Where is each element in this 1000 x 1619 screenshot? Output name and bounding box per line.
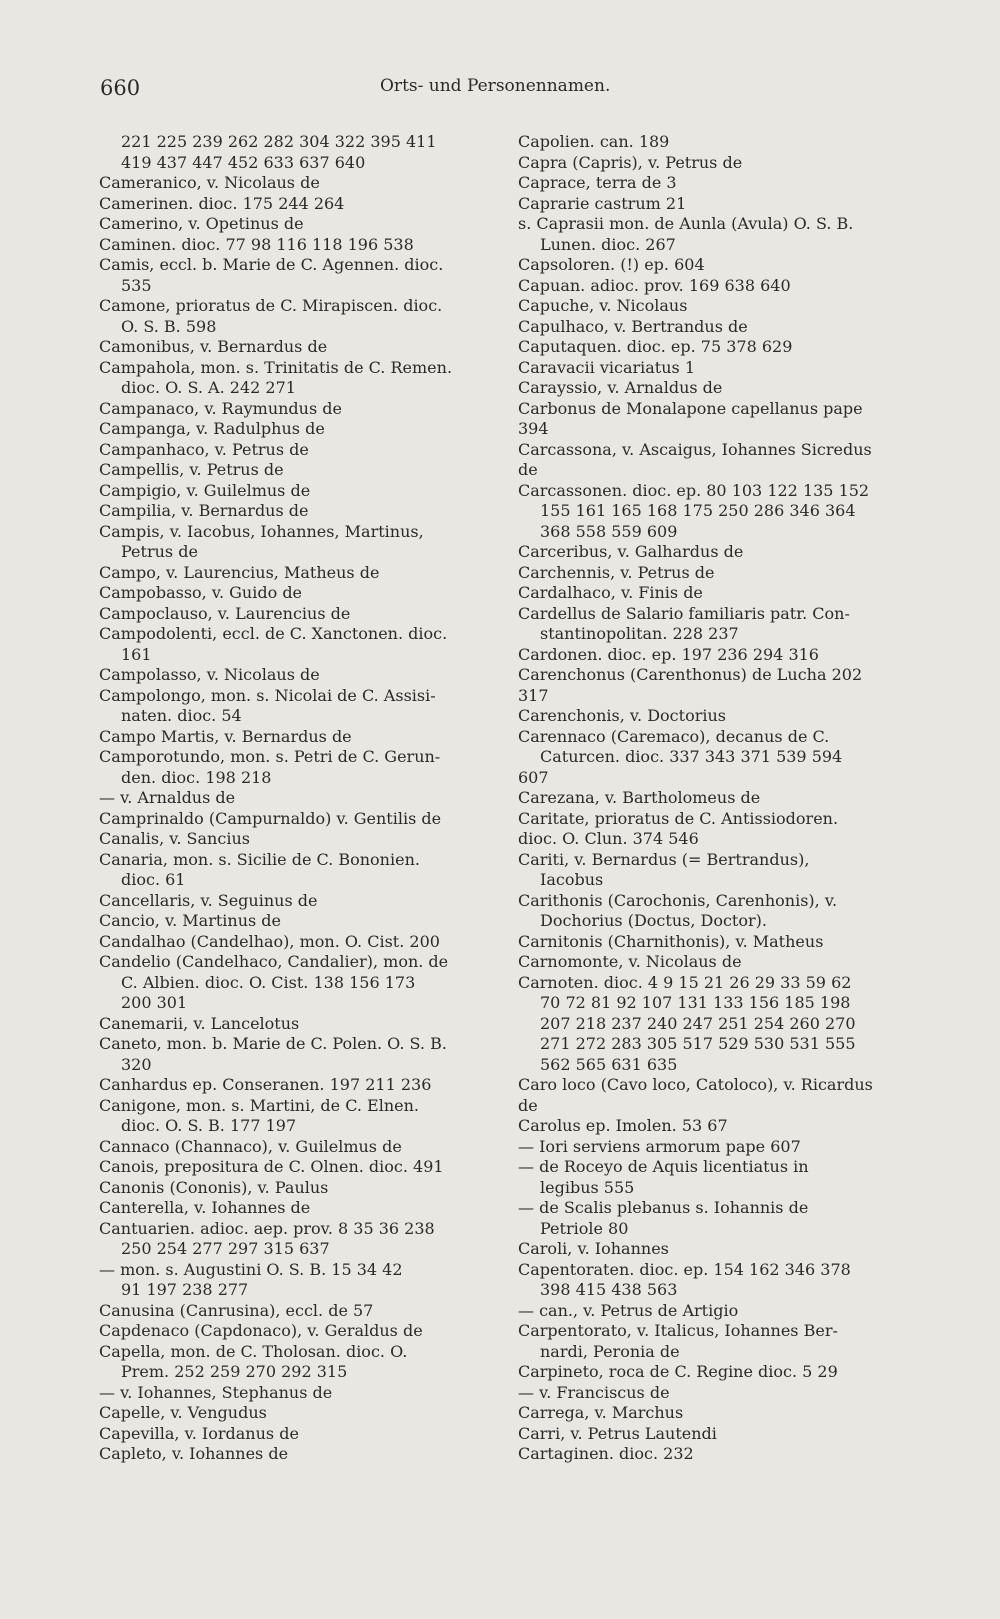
index-entry-line: Carcassonen. dioc. ep. 80 103 122 135 152: [518, 480, 870, 500]
index-entry-line: Canemarii, v. Lancelotus: [99, 1013, 300, 1033]
index-entry-line: Capelle, v. Vengudus: [99, 1403, 267, 1422]
index-entry-line: 70 72 81 92 107 131 133 156 185 198: [540, 993, 851, 1012]
index-entry-line: Capsoloren. (!) ep. 604: [518, 255, 705, 274]
index-entry-line: Canusina (Canrusina), eccl. de 57: [99, 1300, 374, 1320]
index-entry-line: 535: [121, 275, 152, 295]
index-entry-line: Camis, eccl. b. Marie de C. Agennen. dioc.: [99, 255, 444, 274]
index-entry-line: Candelio (Candelhaco, Candalier), mon. de: [99, 952, 449, 971]
index-entry-line: — Iori serviens armorum pape 607: [518, 1136, 801, 1156]
index-entry-line: 607: [518, 767, 549, 787]
page-header: [100, 76, 880, 100]
index-entry-line: Campo Martis, v. Bernardus de: [99, 726, 352, 746]
index-entry-line: Cardalhaco, v. Finis de: [518, 583, 703, 602]
index-entry-line: Canois, prepositura de C. Olnen. dioc. 491: [99, 1157, 444, 1176]
index-entry-line: — v. Arnaldus de: [99, 788, 236, 807]
index-entry-line: 271 272 283 305 517 529 530 531 555: [540, 1034, 856, 1053]
index-entry-line: Camonibus, v. Bernardus de: [99, 337, 328, 356]
index-column-left: [99, 132, 494, 1465]
index-entry-line: 317: [518, 685, 549, 705]
index-entry-line: dioc. O. S. B. 177 197: [121, 1116, 297, 1135]
index-entry-line: Iacobus: [540, 870, 604, 889]
index-entry-line: Petrus de: [121, 542, 198, 561]
index-entry-line: Caritate, prioratus de C. Antissiodoren.: [518, 808, 839, 828]
index-entry-line: Canonis (Cononis), v. Paulus: [99, 1177, 329, 1197]
index-entry-line: Carennaco (Caremaco), decanus de C.: [518, 726, 830, 746]
index-entry-line: nardi, Peronia de: [540, 1341, 680, 1361]
index-entry-line: Camerinen. dioc. 175 244 264: [99, 193, 345, 213]
index-entry-line: Cancio, v. Martinus de: [99, 911, 282, 930]
index-entry-line: Caprarie castrum 21: [518, 193, 687, 213]
index-entry-line: Campanga, v. Radulphus de: [99, 419, 325, 438]
index-entry-line: Camone, prioratus de C. Mirapiscen. dioc.: [99, 296, 443, 315]
index-entry-line: s. Caprasii mon. de Aunla (Avula) O. S. B.: [518, 214, 854, 233]
index-entry-line: Campilia, v. Bernardus de: [99, 501, 309, 520]
index-entry-line: Carenchonis, v. Doctorius: [518, 706, 726, 725]
index-entry-line: Carrega, v. Marchus: [518, 1403, 684, 1422]
index-entry-line: Canalis, v. Sancius: [99, 829, 250, 848]
index-entry-line: dioc. 61: [121, 870, 186, 889]
index-entry-line: Canaria, mon. s. Sicilie de C. Bononien.: [99, 849, 420, 869]
index-entry-line: Candalhao (Candelhao), mon. O. Cist. 200: [99, 931, 440, 951]
index-entry-line: Capevilla, v. Iordanus de: [99, 1423, 299, 1443]
index-entry-line: Caroli, v. Iohannes: [518, 1239, 669, 1258]
index-entry-line: Cariti, v. Bernardus (= Bertrandus),: [518, 849, 810, 869]
index-entry-line: O. S. B. 598: [121, 316, 217, 336]
index-entry-line: Caneto, mon. b. Marie de C. Polen. O. S. B.: [99, 1034, 447, 1053]
index-entry-line: Carnitonis (Charnithonis), v. Matheus: [518, 931, 824, 951]
index-entry-line: Cancellaris, v. Seguinus de: [99, 890, 318, 910]
page-number: 660: [100, 76, 141, 100]
index-entry-line: Campanaco, v. Raymundus de: [99, 398, 342, 418]
index-entry-line: Capuan. adioc. prov. 169 638 640: [518, 275, 791, 295]
index-entry-line: Capulhaco, v. Bertrandus de: [518, 316, 748, 336]
index-entry-line: Campodolenti, eccl. de C. Xanctonen. dioc.: [99, 624, 448, 643]
index-entry-line: 419 437 447 452 633 637 640: [121, 152, 366, 172]
index-entry-line: Cardellus de Salario familiaris patr. Con-: [518, 603, 850, 623]
index-entry-line: — v. Iohannes, Stephanus de: [99, 1382, 333, 1402]
index-entry-line: Campanhaco, v. Petrus de: [99, 439, 309, 459]
index-entry-line: Caminen. dioc. 77 98 116 118 196 538: [99, 234, 414, 254]
index-column-right: [518, 132, 922, 1465]
index-entry-line: Carcassona, v. Ascaigus, Iohannes Sicredus: [518, 439, 872, 459]
index-entry-line: Campoclauso, v. Laurencius de: [99, 603, 351, 623]
index-entry-line: Carayssio, v. Arnaldus de: [518, 378, 723, 397]
index-entry-line: Canigone, mon. s. Martini, de C. Elnen.: [99, 1095, 419, 1115]
index-entry-line: Cannaco (Channaco), v. Guilelmus de: [99, 1136, 402, 1156]
index-entry-line: Camerino, v. Opetinus de: [99, 214, 304, 233]
index-entry-line: Carpentorato, v. Italicus, Iohannes Ber-: [518, 1321, 838, 1340]
index-entry-line: Cameranico, v. Nicolaus de: [99, 173, 320, 192]
index-entry-line: Carpineto, roca de C. Regine dioc. 5 29: [518, 1362, 838, 1381]
index-entry-line: Camporotundo, mon. s. Petri de C. Gerun-: [99, 747, 441, 766]
index-entry-line: Carbonus de Monalapone capellanus pape: [518, 398, 863, 418]
index-entry-line: Campis, v. Iacobus, Iohannes, Martinus,: [99, 521, 424, 541]
index-entry-line: naten. dioc. 54: [121, 706, 242, 725]
index-entry-line: 320: [121, 1054, 152, 1074]
index-entry-line: Capella, mon. de C. Tholosan. dioc. O.: [99, 1341, 408, 1361]
index-entry-line: Dochorius (Doctus, Doctor).: [540, 911, 767, 930]
index-entry-line: Campolasso, v. Nicolaus de: [99, 665, 320, 684]
index-entry-line: Carceribus, v. Galhardus de: [518, 542, 744, 561]
index-entry-line: legibus 555: [540, 1177, 635, 1197]
index-entry-line: Prem. 252 259 270 292 315: [121, 1362, 348, 1381]
index-entry-line: den. dioc. 198 218: [121, 767, 272, 787]
index-entry-line: Carnoten. dioc. 4 9 15 21 26 29 33 59 62: [518, 972, 852, 992]
index-entry-line: Caturcen. dioc. 337 343 371 539 594: [540, 747, 843, 766]
index-entry-line: Caro loco (Cavo loco, Catoloco), v. Ricardus: [518, 1075, 873, 1094]
index-entry-line: — de Roceyo de Aquis licentiatus in: [518, 1157, 809, 1176]
index-entry-line: — can., v. Petrus de Artigio: [518, 1300, 739, 1320]
index-entry-line: 368 558 559 609: [540, 521, 678, 541]
index-entry-line: — v. Franciscus de: [518, 1382, 670, 1402]
index-entry-line: 221 225 239 262 282 304 322 395 411: [121, 132, 437, 151]
index-entry-line: Carri, v. Petrus Lautendi: [518, 1423, 717, 1443]
index-entry-line: Capdenaco (Capdonaco), v. Geraldus de: [99, 1321, 423, 1340]
index-entry-line: dioc. O. S. A. 242 271: [121, 378, 296, 397]
index-entry-line: C. Albien. dioc. O. Cist. 138 156 173: [121, 972, 416, 992]
index-entry-line: — mon. s. Augustini O. S. B. 15 34 42: [99, 1259, 403, 1279]
index-entry-line: 398 415 438 563: [540, 1280, 678, 1299]
index-entry-line: Cantuarien. adioc. aep. prov. 8 35 36 238: [99, 1218, 435, 1238]
index-entry-line: Petriole 80: [540, 1218, 629, 1238]
index-entry-line: Campahola, mon. s. Trinitatis de C. Remen.: [99, 357, 453, 377]
running-title: Orts- und Personennamen.: [380, 76, 611, 96]
index-entry-line: 155 161 165 168 175 250 286 346 364: [540, 501, 856, 520]
index-entry-line: 207 218 237 240 247 251 254 260 270: [540, 1013, 856, 1033]
index-entry-line: Cardonen. dioc. ep. 197 236 294 316: [518, 644, 819, 664]
index-entry-line: dioc. O. Clun. 374 546: [518, 829, 699, 848]
index-entry-line: de: [518, 1095, 538, 1115]
index-entry-line: Camprinaldo (Campurnaldo) v. Gentilis de: [99, 808, 442, 828]
index-entry-line: Carolus ep. Imolen. 53 67: [518, 1116, 728, 1135]
index-entry-line: Capentoraten. dioc. ep. 154 162 346 378: [518, 1259, 851, 1279]
index-entry-line: stantinopolitan. 228 237: [540, 624, 739, 643]
index-entry-line: de: [518, 460, 538, 479]
index-entry-line: 200 301: [121, 993, 188, 1012]
index-entry-line: Caputaquen. dioc. ep. 75 378 629: [518, 337, 793, 356]
index-entry-line: Cartaginen. dioc. 232: [518, 1444, 694, 1463]
index-entry-line: Capuche, v. Nicolaus: [518, 296, 688, 315]
index-entry-line: Carithonis (Carochonis, Carenhonis), v.: [518, 890, 838, 910]
index-entry-line: Campellis, v. Petrus de: [99, 460, 284, 479]
index-entry-line: 394: [518, 419, 549, 438]
index-entry-line: Carezana, v. Bartholomeus de: [518, 788, 761, 807]
index-entry-line: Capra (Capris), v. Petrus de: [518, 152, 743, 172]
index-entry-line: 91 197 238 277: [121, 1280, 249, 1299]
index-entry-line: Campobasso, v. Guido de: [99, 583, 303, 602]
index-entry-line: Canhardus ep. Conseranen. 197 211 236: [99, 1075, 432, 1094]
index-entry-line: Caprace, terra de 3: [518, 173, 677, 192]
index-entry-line: Campo, v. Laurencius, Matheus de: [99, 562, 380, 582]
index-entry-line: Carchennis, v. Petrus de: [518, 562, 715, 582]
index-entry-line: 562 565 631 635: [540, 1054, 678, 1074]
index-entry-line: Carnomonte, v. Nicolaus de: [518, 952, 742, 971]
index-entry-line: Lunen. dioc. 267: [540, 234, 676, 254]
index-entry-line: 161: [121, 644, 152, 664]
index-entry-line: Capleto, v. Iohannes de: [99, 1444, 289, 1463]
index-entry-line: Canterella, v. Iohannes de: [99, 1198, 311, 1217]
index-entry-line: Campigio, v. Guilelmus de: [99, 480, 311, 500]
index-entry-line: Campolongo, mon. s. Nicolai de C. Assisi-: [99, 685, 436, 705]
index-entry-line: Carenchonus (Carenthonus) de Lucha 202: [518, 665, 863, 684]
index-entry-line: 250 254 277 297 315 637: [121, 1239, 330, 1258]
index-entry-line: — de Scalis plebanus s. Iohannis de: [518, 1198, 809, 1217]
index-entry-line: Capolien. can. 189: [518, 132, 670, 151]
index-entry-line: Caravacii vicariatus 1: [518, 357, 695, 377]
